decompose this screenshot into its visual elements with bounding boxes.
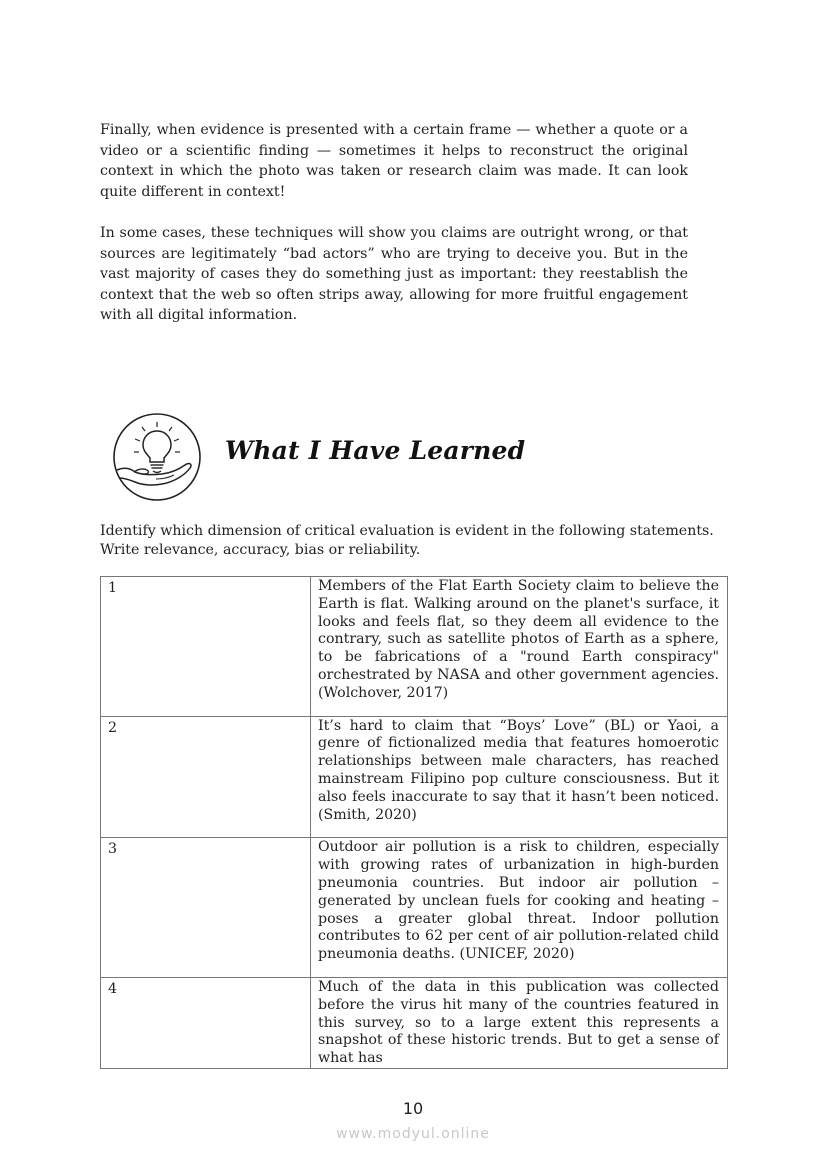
item-number: 2 — [101, 716, 311, 838]
lightbulb-hand-icon — [112, 412, 202, 502]
section-title: What I Have Learned — [225, 436, 526, 465]
statements-table — [100, 576, 728, 1069]
body-paragraph-2: In some cases, these techniques will show you claims are outright wrong, or that sources are legitimately “bad actors” who are trying to deceive you. But in the vast majority of cases they do something just as important: they reestablish the context that the web so often strips away, allowing for more fruitful engagement with all digital information. — [100, 225, 688, 324]
table-row — [101, 977, 728, 1068]
instructions — [100, 522, 730, 560]
instruction-line-1: Identify which dimension of critical evaluation is evident in the following statements. — [100, 523, 714, 539]
item-statement: It’s hard to claim that “Boys’ Love” (BL) or Yaoi, a genre of fictionalized media that features homoerotic relationships between male characters, has reached mainstream Filipino pop culture consciousness. But it also feels inaccurate to say that it hasn’t been noticed. (Smith, 2020) — [311, 716, 728, 838]
body-paragraph-1: Finally, when evidence is presented with a certain frame — whether a quote or a video or a scientific finding — sometimes it helps to reconstruct the original context in which the photo was taken or research claim was made. It can look quite different in context! — [100, 122, 688, 200]
table-row — [101, 838, 728, 978]
item-statement: Much of the data in this publication was collected before the virus hit many of the countries featured in this survey, so to a large extent this represents a snapshot of these historic trends. But to get a sense of what has — [311, 977, 728, 1068]
instruction-line-2: Write relevance, accuracy, bias or reliability. — [100, 542, 421, 558]
item-number: 3 — [101, 838, 311, 978]
item-statement: Members of the Flat Earth Society claim to believe the Earth is flat. Walking around on the planet's surface, it looks and feels flat, so they deem all evidence to the contrary, such as satellite photos of Earth as a sphere, to be fabrications of a "round Earth conspiracy" orchestrated by NASA and other government agencies. (Wolchover, 2017) — [311, 577, 728, 717]
item-number: 1 — [101, 577, 311, 717]
item-number: 4 — [101, 977, 311, 1068]
page-number: 10 — [402, 1099, 424, 1118]
item-statement: Outdoor air pollution is a risk to children, especially with growing rates of urbanization in high-burden pneumonia countries. But indoor air pollution – generated by unclean fuels for cooking and heating – poses a greater global threat. Indoor pollution contributes to 62 per cent of air pollution-related child pneumonia deaths. (UNICEF, 2020) — [311, 838, 728, 978]
watermark: www.modyul.online — [336, 1126, 490, 1142]
table-row — [101, 716, 728, 838]
table-row — [101, 577, 728, 717]
